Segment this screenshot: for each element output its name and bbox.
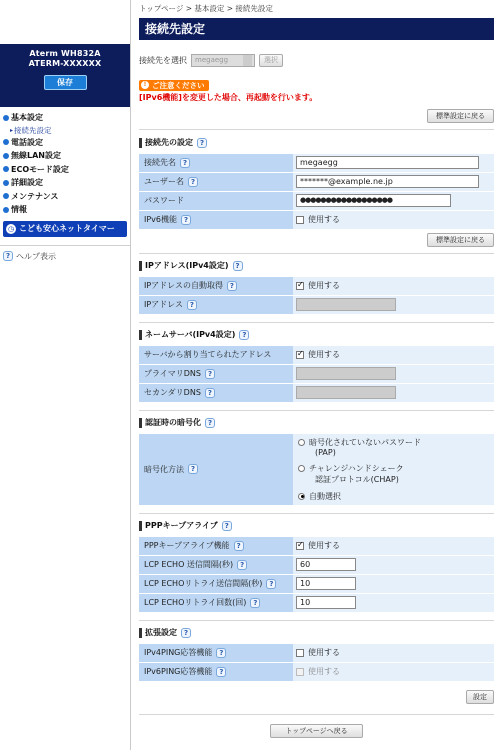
ipv6-ping-label: IPv6PING応答機能 [144, 667, 213, 676]
help-icon[interactable]: ? [227, 281, 237, 291]
back-to-top-button[interactable]: トップページへ戻る [270, 724, 362, 738]
section-connection-label: 接続先の設定 [145, 138, 193, 147]
nav-maintenance[interactable] [0, 190, 130, 204]
section-bar [139, 261, 142, 271]
row-value [293, 537, 494, 555]
select-button[interactable]: 選択 [259, 54, 283, 67]
echo-interval-label: LCP ECHO 送信間隔(秒) [144, 560, 234, 569]
bullet-icon [3, 166, 9, 172]
section-bar [139, 330, 142, 340]
row-label [139, 154, 293, 172]
echo-retry-interval-input[interactable]: 10 [296, 577, 356, 590]
table-row [139, 173, 494, 192]
row-label [139, 211, 293, 229]
table-row [139, 192, 494, 211]
help-icon[interactable]: ? [222, 521, 232, 531]
ipv6-checkbox[interactable] [296, 216, 304, 224]
help-icon: ? [3, 251, 13, 261]
row-label [139, 296, 293, 314]
nav-phone-settings[interactable] [0, 136, 130, 150]
nav-connection-settings[interactable] [0, 125, 130, 136]
sidebar [0, 0, 131, 750]
section-ip-label: IPアドレス(IPv4設定) [145, 261, 229, 270]
section-ppp-title [139, 519, 494, 533]
password-input[interactable]: ●●●●●●●●●●●●●●●●●● [296, 194, 451, 207]
exclamation-icon: ! [141, 81, 149, 89]
help-icon[interactable]: ? [188, 177, 198, 187]
username-input[interactable]: *******@example.ne.jp [296, 175, 479, 188]
secondary-dns-label: セカンダリDNS [144, 388, 201, 397]
section-connection-title [139, 136, 494, 150]
help-icon[interactable]: ? [187, 300, 197, 310]
row-value [293, 434, 494, 505]
row-value [293, 211, 494, 229]
section-ppp-label: PPPキープアライブ [145, 521, 218, 530]
ip-address-input[interactable] [296, 298, 396, 311]
dns-auto-label: サーバから割り当てられたアドレス [144, 350, 272, 359]
auth-option-chap[interactable] [298, 463, 404, 485]
help-icon[interactable]: ? [180, 158, 190, 168]
back-row [139, 724, 494, 738]
row-label [139, 277, 293, 295]
nav-conn-label[interactable]: 接続先設定 [14, 125, 52, 135]
table-row [139, 296, 494, 315]
help-icon[interactable]: ? [266, 579, 276, 589]
nav-info[interactable] [0, 203, 130, 217]
nav-wlan-label[interactable]: 無線LAN設定 [11, 151, 61, 161]
chap-line1: チャレンジハンドシェーク [309, 463, 404, 473]
help-icon[interactable]: ? [216, 667, 226, 677]
chap-text [309, 463, 404, 485]
row-value [293, 365, 494, 383]
top-default-row [139, 109, 494, 123]
section-dns-label: ネームサーバ(IPv4設定) [145, 330, 236, 339]
arrow-right-icon: ▸ [10, 126, 14, 134]
help-icon[interactable]: ? [181, 215, 191, 225]
dns-auto-option-label: 使用する [308, 350, 340, 359]
kids-timer-button[interactable] [3, 221, 127, 237]
help-icon[interactable]: ? [239, 330, 249, 340]
conn-name-label: 接続先名 [144, 158, 176, 167]
ip-auto-label: IPアドレスの自動取得 [144, 281, 223, 290]
nav-eco-label[interactable]: ECOモード設定 [11, 164, 69, 174]
row-value [293, 556, 494, 574]
nav-basic-label[interactable]: 基本設定 [11, 113, 43, 123]
divider [139, 410, 494, 411]
ipv4-ping-option-label: 使用する [308, 648, 340, 657]
divider [139, 129, 494, 130]
help-icon[interactable]: ? [216, 648, 226, 658]
nav-info-label[interactable]: 情報 [11, 205, 27, 215]
connection-select-row [139, 53, 494, 67]
auth-option-pap[interactable] [298, 437, 421, 457]
bullet-icon [3, 153, 9, 159]
echo-interval-input[interactable]: 60 [296, 558, 356, 571]
auto-radio[interactable] [298, 493, 305, 500]
section-bar [139, 418, 142, 428]
row-value [293, 192, 494, 210]
sidebar-nav [0, 107, 130, 217]
row-value [293, 644, 494, 662]
row-value [293, 277, 494, 295]
ipv6-label: IPv6機能 [144, 215, 178, 224]
section-auth-label: 認証時の暗号化 [145, 418, 201, 427]
restore-defaults-button[interactable]: 標準設定に戻る [427, 109, 494, 123]
nav-phone-label[interactable]: 電話設定 [11, 137, 43, 147]
divider [139, 322, 494, 323]
row-label [139, 384, 293, 402]
nav-detail-label[interactable]: 詳細設定 [11, 178, 43, 188]
chap-line2: 認証プロトコル(CHAP) [315, 474, 399, 484]
section-bar [139, 521, 142, 531]
table-row [139, 594, 494, 613]
help-icon[interactable]: ? [233, 261, 243, 271]
divider [139, 714, 494, 715]
conn-default-row [139, 233, 494, 247]
section-ext-title [139, 626, 494, 640]
notice [139, 79, 494, 103]
save-button[interactable] [0, 69, 130, 90]
device-info-box [0, 44, 130, 107]
help-icon[interactable]: ? [250, 598, 260, 608]
ipv4-ping-checkbox[interactable] [296, 649, 304, 657]
conn-name-input[interactable]: megaegg [296, 156, 479, 169]
bullet-icon [3, 193, 9, 199]
dns-auto-checkbox[interactable] [296, 351, 304, 359]
row-label [139, 346, 293, 364]
pap-line2: (PAP) [315, 447, 336, 457]
restore-defaults-button[interactable]: 標準設定に戻る [427, 233, 494, 247]
table-row [139, 365, 494, 384]
row-value [293, 663, 494, 681]
section-bar [139, 628, 142, 638]
row-label [139, 644, 293, 662]
table-row [139, 663, 494, 682]
set-button-row [139, 690, 494, 704]
ipv6-ping-checkbox[interactable] [296, 668, 304, 676]
device-id: ATERM-XXXXXX [28, 59, 102, 68]
table-row [139, 346, 494, 365]
section-ext-label: 拡張設定 [145, 628, 177, 637]
pap-line1: 暗号化されていないパスワード [309, 437, 421, 447]
row-label [139, 663, 293, 681]
ip-address-label: IPアドレス [144, 300, 183, 309]
ipv4-ping-label: IPv4PING応答機能 [144, 648, 213, 657]
auth-option-auto[interactable] [298, 491, 341, 502]
help-label[interactable]: ヘルプ表示 [16, 251, 56, 261]
nav-basic-settings[interactable] [0, 111, 130, 125]
echo-retry-count-label: LCP ECHOリトライ回数(回) [144, 598, 247, 607]
username-label: ユーザー名 [144, 177, 184, 186]
row-value [293, 296, 494, 314]
table-row [139, 644, 494, 663]
save-button-label[interactable]: 保存 [44, 75, 87, 90]
ipv6-option-label: 使用する [308, 215, 340, 224]
bullet-icon [3, 180, 9, 186]
help-icon[interactable]: ? [205, 388, 215, 398]
device-model: Aterm WH832A [29, 49, 101, 58]
auth-table [139, 434, 494, 506]
help-icon[interactable]: ? [205, 418, 215, 428]
row-label [139, 594, 293, 612]
row-value [293, 594, 494, 612]
row-label [139, 434, 293, 505]
nav-detail-settings[interactable] [0, 176, 130, 190]
pap-text [309, 437, 421, 457]
table-row [139, 384, 494, 403]
row-label [139, 192, 293, 210]
bullet-icon [3, 115, 9, 121]
primary-dns-label: プライマリDNS [144, 369, 201, 378]
password-label: パスワード [144, 196, 184, 205]
nav-maint-label[interactable]: メンテナンス [11, 191, 59, 201]
table-row [139, 154, 494, 173]
dns-table [139, 346, 494, 403]
auth-method-label: 暗号化方法 [144, 464, 184, 474]
notice-badge [139, 80, 209, 91]
breadcrumb[interactable]: トップページ > 基本設定 > 接続先設定 [139, 4, 273, 13]
table-row [139, 575, 494, 594]
notice-badge-label: ご注意ください [152, 80, 205, 90]
ip-auto-option-label: 使用する [308, 281, 340, 290]
ip-table [139, 277, 494, 315]
row-value [293, 173, 494, 191]
help-icon[interactable]: ? [205, 369, 215, 379]
ip-auto-checkbox[interactable] [296, 282, 304, 290]
help-toggle[interactable] [0, 245, 130, 262]
row-value [293, 346, 494, 364]
table-row [139, 211, 494, 230]
clock-icon: ◷ [7, 224, 15, 233]
section-bar [139, 138, 142, 148]
connection-table [139, 154, 494, 230]
section-ip-title [139, 259, 494, 273]
echo-retry-interval-label: LCP ECHOリトライ送信間隔(秒) [144, 579, 263, 588]
ipv6-ping-option-label: 使用する [308, 667, 340, 676]
divider [139, 253, 494, 254]
table-row [139, 277, 494, 296]
table-row [139, 556, 494, 575]
help-icon[interactable]: ? [234, 541, 244, 551]
row-label [139, 365, 293, 383]
nav-wlan-settings[interactable] [0, 149, 130, 163]
ppp-keepalive-checkbox[interactable] [296, 542, 304, 550]
row-value [293, 154, 494, 172]
main-content [139, 0, 494, 738]
table-row [139, 537, 494, 556]
help-icon[interactable]: ? [237, 560, 247, 570]
auto-label: 自動選択 [309, 491, 341, 501]
ppp-func-option-label: 使用する [308, 541, 340, 550]
section-dns-title [139, 328, 494, 342]
divider [139, 620, 494, 621]
ext-table [139, 644, 494, 682]
echo-retry-count-input[interactable]: 10 [296, 596, 356, 609]
help-icon[interactable]: ? [197, 138, 207, 148]
ppp-table [139, 537, 494, 613]
page-title: 接続先設定 [139, 18, 494, 40]
connection-select[interactable]: megaegg [191, 54, 255, 67]
nav-eco-settings[interactable] [0, 163, 130, 177]
pap-radio[interactable] [298, 439, 305, 446]
bullet-icon [3, 139, 9, 145]
chap-radio[interactable] [298, 465, 305, 472]
table-row [139, 434, 494, 506]
kids-timer-label[interactable]: こども安心ネットタイマー [19, 224, 115, 233]
row-value [293, 384, 494, 402]
section-auth-title [139, 416, 494, 430]
row-label [139, 173, 293, 191]
help-icon[interactable]: ? [181, 628, 191, 638]
connection-select-label: 接続先を選択 [139, 55, 187, 65]
row-label [139, 537, 293, 555]
row-label [139, 575, 293, 593]
row-value [293, 575, 494, 593]
set-button[interactable]: 設定 [466, 690, 494, 704]
ppp-func-label: PPPキープアライブ機能 [144, 541, 230, 550]
row-label [139, 556, 293, 574]
secondary-dns-input[interactable] [296, 386, 396, 399]
divider [139, 513, 494, 514]
bullet-icon [3, 207, 9, 213]
help-icon[interactable]: ? [188, 464, 198, 474]
primary-dns-input[interactable] [296, 367, 396, 380]
notice-text: [IPv6機能]を変更した場合、再起動を行います。 [139, 92, 318, 102]
